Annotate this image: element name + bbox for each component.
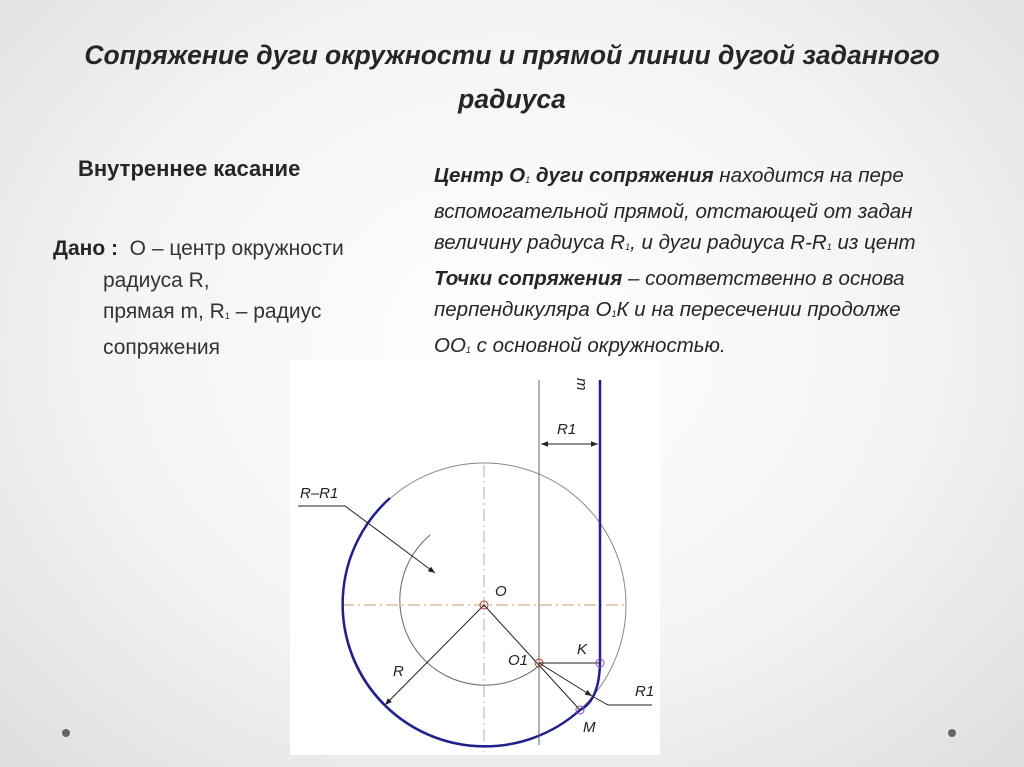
desc-bold-1b: дуги сопряжения [530,164,714,187]
r1-radius-line [539,663,592,696]
desc-line-2: вспомогательной прямой, отстающей от задан [434,199,913,223]
label-o: O [495,583,507,600]
left-nav-dot [62,729,70,737]
construction-svg [290,360,660,755]
given-block [53,233,344,363]
desc-text-5b: К и на пересечении продолже [616,298,901,321]
r-minus-r1-leader [298,506,435,573]
label-k: K [577,641,588,658]
result-arc-main [343,498,580,746]
given-line-3 [53,296,344,332]
desc-sub-3b: 1 [826,242,832,252]
given-line-4: сопряжения [103,335,221,359]
r-dimension-line [385,605,484,705]
subtitle-internal-tangency: Внутреннее касание [78,156,301,181]
label-r: R [393,663,404,680]
given-text-1: О – центр окружности [129,237,344,260]
result-arc-fillet [580,660,600,710]
desc-sub-3a: 1 [625,242,631,252]
desc-text-6a: ОО [434,333,466,357]
label-r1-side: R1 [635,683,655,700]
desc-text-6b: с основной окружностью. [470,333,726,357]
desc-text-3b: , и дуги радиуса R-R [630,231,827,254]
given-text-3b: – радиус [229,300,322,323]
construction-diagram [290,360,660,755]
label-m-point: M [583,719,596,736]
label-r1-top: R1 [557,421,577,438]
desc-line-4 [434,263,1024,295]
given-text-3a: прямая m, R [103,300,225,323]
description-block [434,160,1024,365]
desc-text-5a: перпендикуляра О [434,298,612,321]
desc-text-3a: величину радиуса R [434,231,626,254]
slide-title: Сопряжение дуги окружности и прямой линии дугой заданного радиуса [84,40,940,114]
given-line-1 [53,233,344,265]
desc-sub-6: 1 [465,344,471,355]
line-o-o1 [484,605,580,710]
desc-text-1: находится на пере [713,164,904,187]
given-sub-3: 1 [224,311,230,321]
label-r-minus-r1: R–R1 [300,485,339,502]
given-label: Дано : [53,237,118,260]
desc-text-3c: из цент [831,231,916,254]
desc-sub-1: 1 [525,175,531,185]
right-nav-dot [948,729,956,737]
desc-line-1 [434,160,1024,196]
desc-text-4: – соответственно в основа [622,266,905,290]
desc-sub-5: 1 [611,309,617,319]
desc-bold-1a: Центр О [434,164,526,187]
desc-bold-4: Точки сопряжения [434,266,623,290]
label-m: m [573,378,590,391]
desc-line-3 [434,227,1024,263]
label-o1: O1 [508,652,529,669]
desc-line-5 [434,294,1024,330]
given-line-2: радиуса R, [103,268,210,292]
